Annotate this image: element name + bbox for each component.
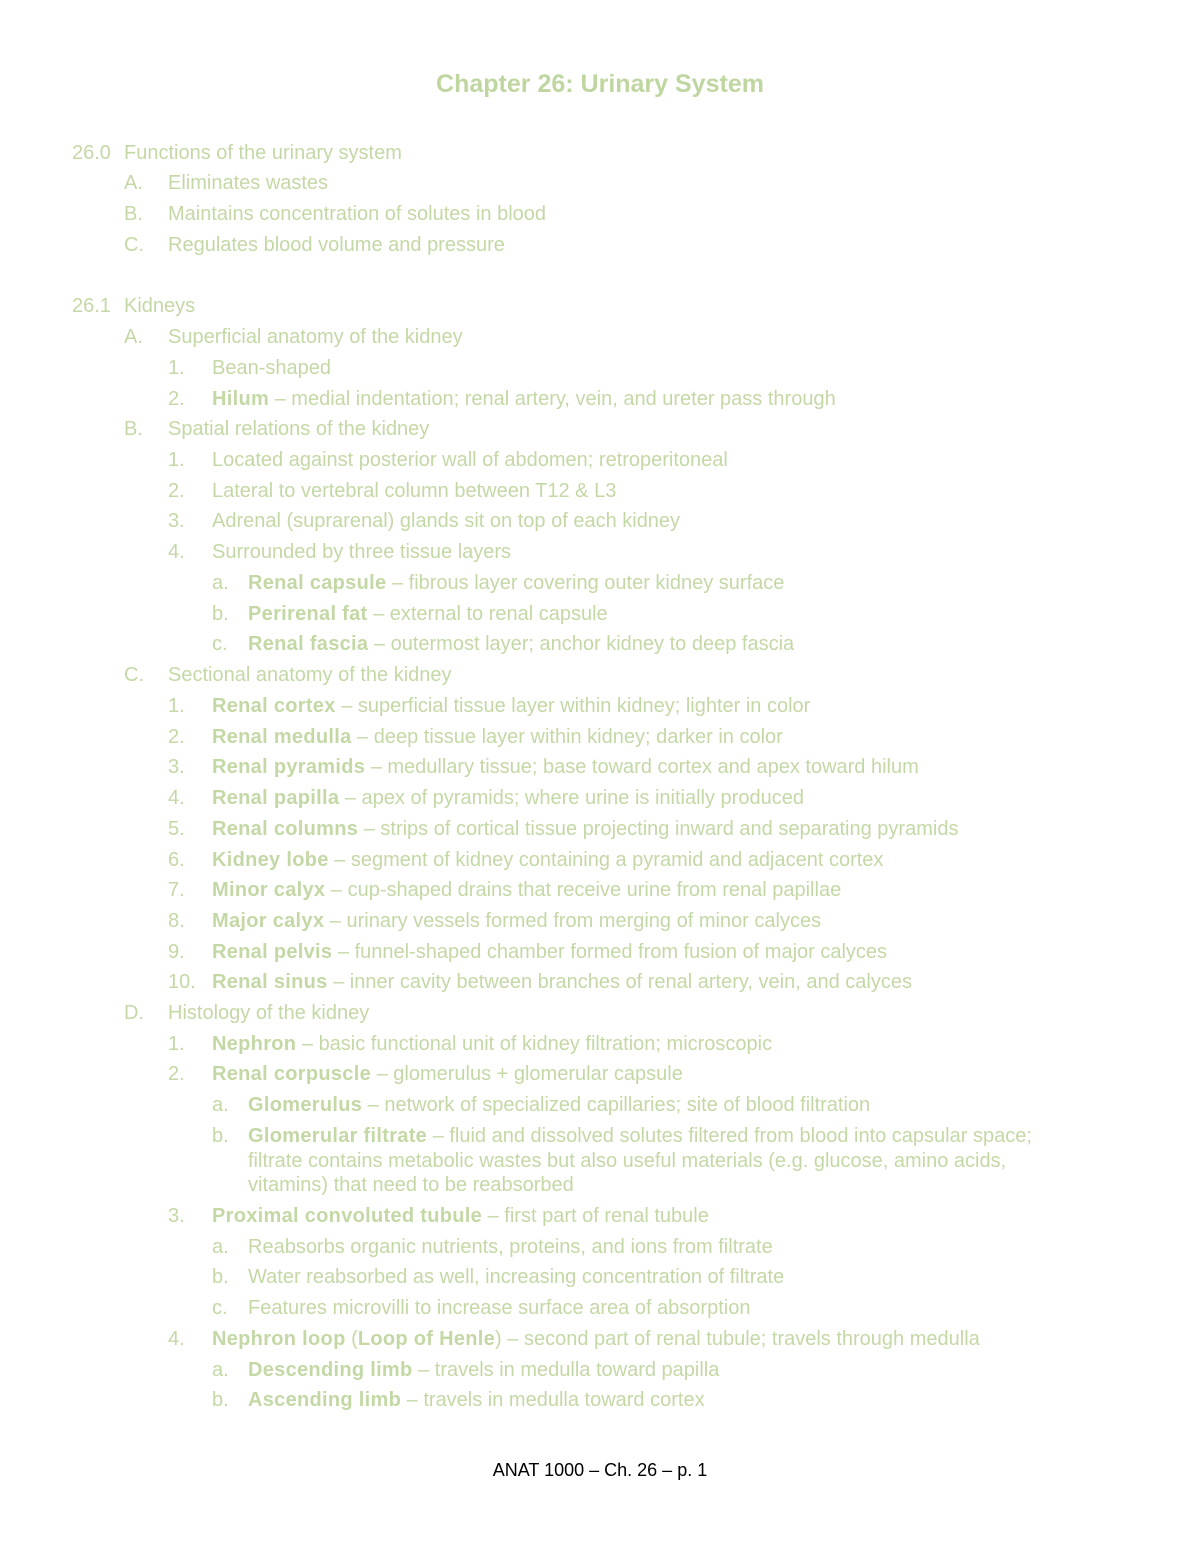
outline-marker: 3. [168, 756, 185, 778]
outline-text [168, 202, 546, 226]
outline-marker: A. [124, 326, 143, 348]
outline-marker: 4. [168, 787, 185, 809]
outline-text [248, 1388, 705, 1412]
key-term: Renal corpuscle [212, 1063, 372, 1085]
outline-marker: c. [212, 1297, 228, 1319]
outline-marker: 8. [168, 910, 185, 932]
outline-marker: a. [212, 572, 229, 594]
key-term: Renal pelvis [212, 941, 333, 963]
outline-text [168, 417, 429, 441]
definition-text: – inner cavity between branches of renal artery, vein, and calyces [327, 971, 912, 993]
outline-text [212, 940, 887, 964]
outline-marker: 7. [168, 879, 185, 901]
outline-marker: 6. [168, 849, 185, 871]
outline-marker: D. [124, 1002, 144, 1024]
definition-text: – network of specialized capillaries; site of blood filtration [362, 1094, 871, 1116]
outline-marker: 1. [168, 357, 185, 379]
outline-marker: a. [212, 1359, 229, 1381]
key-term: Renal capsule [248, 572, 387, 594]
outline-text [212, 1032, 772, 1056]
definition-text: – funnel-shaped chamber formed from fusion of major calyces [332, 941, 888, 963]
outline-marker: C. [124, 234, 144, 256]
key-term: Perirenal fat [248, 603, 368, 625]
outline-text [212, 786, 804, 810]
definition-text: – apex of pyramids; where urine is initially produced [339, 787, 804, 809]
outline-text [248, 1173, 574, 1197]
outline-text [212, 448, 728, 472]
outline-text [212, 1062, 683, 1086]
definition-text: Lateral to vertebral column between T12 & L3 [212, 480, 617, 502]
outline-text [248, 1124, 1032, 1148]
key-term: Ascending limb [248, 1389, 402, 1411]
outline-text [212, 970, 912, 994]
outline-text [212, 540, 511, 564]
outline-text [248, 1093, 870, 1117]
outline-text [168, 233, 505, 257]
definition-text: – medullary tissue; base toward cortex and apex toward hilum [365, 756, 919, 778]
definition-text: – external to renal capsule [367, 603, 608, 625]
outline-marker: 9. [168, 941, 185, 963]
definition-text: ( [345, 1328, 358, 1350]
outline-text [212, 909, 821, 933]
definition-text: Sectional anatomy of the kidney [168, 664, 452, 686]
outline-marker: 2. [168, 726, 185, 748]
outline-marker: a. [212, 1236, 229, 1258]
key-term: Glomerular filtrate [248, 1125, 428, 1147]
outline-marker: 1. [168, 1033, 185, 1055]
definition-text: – deep tissue layer within kidney; darker in color [351, 726, 783, 748]
outline-marker: 1. [168, 449, 185, 471]
outline-marker: c. [212, 633, 228, 655]
page-title: Chapter 26: Urinary System [436, 70, 764, 98]
key-term: Glomerulus [248, 1094, 363, 1116]
key-term: Renal medulla [212, 726, 352, 748]
definition-text: vitamins) that need to be reabsorbed [248, 1174, 574, 1196]
outline-text [248, 1358, 719, 1382]
outline-text [212, 356, 331, 380]
key-term: Descending limb [248, 1359, 413, 1381]
definition-text: – fluid and dissolved solutes filtered from blood into capsular space; [427, 1125, 1032, 1147]
outline-marker: 2. [168, 388, 185, 410]
outline-marker: B. [124, 418, 143, 440]
outline-text [212, 1204, 709, 1228]
outline-text [248, 1149, 1006, 1173]
outline-marker: 10. [168, 971, 196, 993]
definition-text: – cup-shaped drains that receive urine from renal papillae [325, 879, 842, 901]
page-footer: ANAT 1000 – Ch. 26 – p. 1 [492, 1460, 708, 1480]
definition-text: – segment of kidney containing a pyramid and adjacent cortex [328, 849, 884, 871]
definition-text: Reabsorbs organic nutrients, proteins, and ions from filtrate [248, 1236, 773, 1258]
definition-text: Water reabsorbed as well, increasing concentration of filtrate [248, 1266, 785, 1288]
key-term: Kidney lobe [212, 849, 329, 871]
definition-text: – medial indentation; renal artery, vein, and ureter pass through [269, 388, 836, 410]
outline-marker: C. [124, 664, 144, 686]
outline-text [248, 1265, 784, 1289]
definition-text: – travels in medulla toward papilla [412, 1359, 720, 1381]
definition-text: Maintains concentration of solutes in blood [168, 203, 547, 225]
definition-text: – superficial tissue layer within kidney; lighter in color [335, 695, 811, 717]
outline-text [124, 294, 195, 318]
key-term: Renal papilla [212, 787, 340, 809]
key-term: Nephron loop [212, 1328, 346, 1350]
definition-text: Regulates blood volume and pressure [168, 234, 505, 256]
outline-text [248, 602, 608, 626]
definition-text: – glomerulus + glomerular capsule [371, 1063, 683, 1085]
outline-text [248, 1296, 750, 1320]
outline-text [248, 571, 784, 595]
definition-text: – travels in medulla toward cortex [401, 1389, 705, 1411]
outline-marker: 2. [168, 1063, 185, 1085]
outline-marker: b. [212, 1266, 229, 1288]
outline-marker: 4. [168, 541, 185, 563]
outline-marker: 4. [168, 1328, 185, 1350]
definition-text: – strips of cortical tissue projecting inward and separating pyramids [358, 818, 959, 840]
key-term: Renal columns [212, 818, 359, 840]
definition-text: Histology of the kidney [168, 1002, 370, 1024]
definition-text: – urinary vessels formed from merging of minor calyces [324, 910, 822, 932]
outline-text [212, 1327, 980, 1351]
outline-marker: b. [212, 1125, 229, 1147]
definition-text: – fibrous layer covering outer kidney surface [386, 572, 785, 594]
outline-text [212, 848, 883, 872]
outline-marker: A. [124, 172, 143, 194]
outline-marker: 2. [168, 480, 185, 502]
definition-text: Spatial relations of the kidney [168, 418, 430, 440]
definition-text: ) – second part of renal tubule; travels through medulla [495, 1328, 980, 1350]
definition-text: Adrenal (suprarenal) glands sit on top of each kidney [212, 510, 681, 532]
outline-text [212, 817, 958, 841]
outline-marker: 26.1 [72, 295, 111, 317]
definition-text: Features microvilli to increase surface area of absorption [248, 1297, 751, 1319]
definition-text: Kidneys [124, 295, 196, 317]
outline-text [212, 694, 810, 718]
outline-text [212, 878, 841, 902]
outline-text [212, 479, 616, 503]
outline-marker: a. [212, 1094, 229, 1116]
outline-text [248, 1235, 773, 1259]
outline-text [212, 509, 680, 533]
key-term: Renal fascia [248, 633, 369, 655]
outline-text [212, 755, 919, 779]
definition-text: Located against posterior wall of abdomen; retroperitoneal [212, 449, 728, 471]
definition-text: – basic functional unit of kidney filtration; microscopic [296, 1033, 773, 1055]
definition-text: – outermost layer; anchor kidney to deep fascia [368, 633, 795, 655]
outline-marker: 26.0 [72, 142, 111, 164]
key-term: Minor calyx [212, 879, 326, 901]
outline-marker: 5. [168, 818, 185, 840]
definition-text: Surrounded by three tissue layers [212, 541, 512, 563]
outline-marker: 3. [168, 1205, 185, 1227]
key-term: Loop of Henle [357, 1328, 496, 1350]
key-term: Nephron [212, 1033, 297, 1055]
outline-text [212, 725, 783, 749]
outline-marker: 3. [168, 510, 185, 532]
outline-text [168, 171, 328, 195]
outline-marker: b. [212, 603, 229, 625]
outline-marker: b. [212, 1389, 229, 1411]
definition-text: Functions of the urinary system [124, 142, 402, 164]
outline-text [168, 1001, 369, 1025]
key-term: Proximal convoluted tubule [212, 1205, 483, 1227]
outline-text [124, 141, 402, 165]
key-term: Hilum [212, 388, 270, 410]
definition-text: Eliminates wastes [168, 172, 329, 194]
outline-text [168, 325, 463, 349]
definition-text: Bean-shaped [212, 357, 331, 379]
outline-text [168, 663, 452, 687]
definition-text: filtrate contains metabolic wastes but also useful materials (e.g. glucose, amino acids, [248, 1150, 1007, 1172]
key-term: Renal cortex [212, 695, 336, 717]
outline-marker: B. [124, 203, 143, 225]
key-term: Renal sinus [212, 971, 328, 993]
outline-text [248, 632, 794, 656]
key-term: Renal pyramids [212, 756, 366, 778]
outline-marker: 1. [168, 695, 185, 717]
key-term: Major calyx [212, 910, 325, 932]
outline-text [212, 387, 836, 411]
definition-text: Superficial anatomy of the kidney [168, 326, 463, 348]
definition-text: – first part of renal tubule [482, 1205, 709, 1227]
